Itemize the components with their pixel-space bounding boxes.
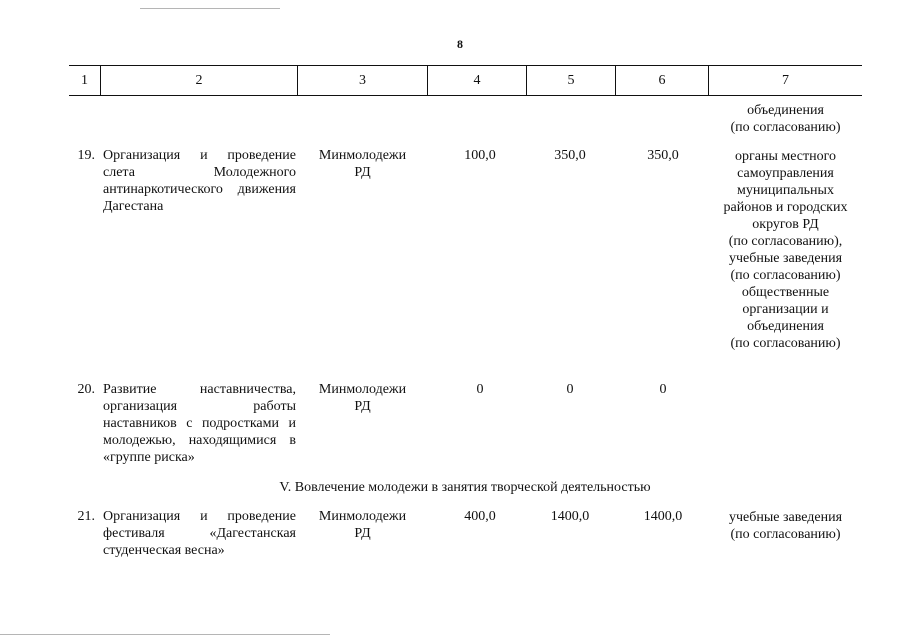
- partner-line: организации и: [742, 302, 829, 317]
- event-name: Организация и проведение фестиваля «Дагестанская студенческая весна»: [103, 509, 296, 558]
- column-header-1: 1: [69, 66, 101, 95]
- value-col5: 0: [566, 382, 574, 397]
- column-header-7: 7: [782, 73, 789, 88]
- scan-artifact: [0, 634, 330, 635]
- row-number: 19.: [77, 148, 95, 163]
- partner-line: округов РД: [752, 217, 819, 232]
- column-header-5: 5: [527, 66, 616, 95]
- value-col6: 0: [659, 382, 667, 397]
- value-col5: 350,0: [554, 148, 586, 163]
- partner-line: (по согласованию): [730, 268, 841, 283]
- row-number: 20.: [77, 382, 95, 397]
- partner-line: (по согласованию),: [728, 234, 843, 249]
- partner-line: (по согласованию): [730, 336, 841, 351]
- executor: Минмолодежи РД: [318, 148, 407, 180]
- partner-line: районов и городских: [723, 200, 848, 215]
- column-header-3: 3: [298, 66, 428, 95]
- continuation-line: (по согласованию): [730, 120, 841, 135]
- event-name: Организация и проведение слета Молодежного антинаркотического движения Дагестана: [103, 148, 296, 214]
- partner-line: муниципальных: [737, 183, 834, 198]
- section-title: V. Вовлечение молодежи в занятия творческой деятельностью: [279, 480, 651, 495]
- row-number: 21.: [77, 509, 95, 524]
- scan-artifact: [140, 8, 280, 9]
- value-col4: 0: [476, 382, 484, 397]
- partner-line: (по согласованию): [730, 527, 841, 542]
- partners: [709, 148, 862, 352]
- event-name: Развитие наставничества, организация работы наставников с подростками и молодежью, находящимися в «группе риска»: [103, 382, 296, 465]
- partner-line: объединения: [747, 319, 824, 334]
- continuation-text: [709, 102, 862, 136]
- partner-line: общественные: [741, 285, 830, 300]
- column-header-6: 6: [616, 66, 709, 95]
- value-col6: 1400,0: [643, 509, 683, 524]
- executor: Минмолодежи РД: [318, 382, 407, 414]
- partners: [709, 509, 862, 543]
- value-col4: 400,0: [464, 509, 496, 524]
- partner-line: учебные заведения: [728, 251, 843, 266]
- value-col5: 1400,0: [550, 509, 590, 524]
- partner-line: самоуправления: [737, 166, 834, 181]
- page-number: 8: [457, 37, 463, 51]
- table-header: [69, 65, 862, 96]
- value-col4: 100,0: [464, 148, 496, 163]
- value-col6: 350,0: [647, 148, 679, 163]
- column-header-2: 2: [101, 66, 298, 95]
- partner-line: органы местного: [735, 149, 836, 164]
- continuation-line: объединения: [747, 103, 824, 118]
- column-header-4: 4: [428, 66, 527, 95]
- executor: Минмолодежи РД: [318, 509, 407, 541]
- partner-line: учебные заведения: [728, 510, 843, 525]
